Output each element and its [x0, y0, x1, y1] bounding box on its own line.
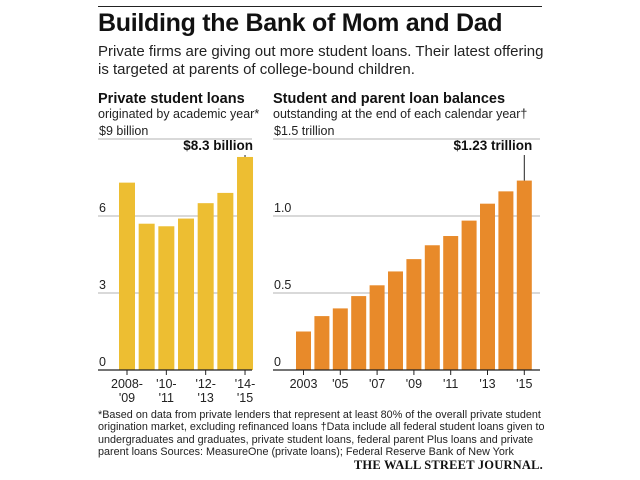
left-bar-'14-'15 [237, 157, 253, 370]
right-bar-2004 [314, 316, 329, 370]
right-y-tick-label: 1.0 [274, 201, 292, 215]
left-bar-2008-'09 [119, 183, 135, 370]
left-chart-title: Private student loans [98, 91, 245, 107]
right-bar-2013 [480, 204, 495, 370]
left-x-tick-label: '10- [156, 377, 177, 391]
right-y-tick-label: $1.5 trillion [274, 124, 335, 138]
right-x-tick-label: '15 [516, 377, 533, 391]
right-chart-subtitle: outstanding at the end of each calendar year† [273, 107, 528, 121]
footnote-line: *Based on data from private lenders that represent at least 80% of the overall private student [98, 409, 541, 421]
right-chart-title: Student and parent loan balances [273, 91, 506, 107]
left-x-tick-label-line2: '11 [158, 391, 175, 405]
right-bar-2011 [443, 236, 458, 370]
right-x-tick-label: '11 [443, 377, 459, 391]
subheadline: Private firms are giving out more student loans. Their latest offering is targeted at parents of college-bound children. [98, 43, 544, 78]
right-x-tick-label: '09 [405, 377, 423, 391]
right-y-tick-label: 0 [274, 355, 281, 369]
footnote-line: undergraduates and graduates, private student loans, federal parent Plus loans and private [98, 433, 534, 446]
footnote-line: origination market, excluding refinanced loans †Data include all federal student loans given to [98, 421, 545, 434]
left-chart-subtitle: originated by academic year* [98, 107, 260, 121]
headline: Building the Bank of Mom and Dad [98, 9, 503, 37]
left-y-tick-label: 3 [99, 278, 106, 292]
left-x-tick-label: '14- [234, 377, 256, 391]
left-y-tick-label: 0 [99, 355, 106, 369]
left-x-tick-label: 2008- [111, 377, 143, 391]
right-x-tick-label: '07 [368, 377, 386, 391]
right-x-tick-label: 2003 [289, 377, 318, 391]
left-x-tick-label-line2: '15 [236, 391, 254, 405]
left-x-tick-label: '12- [195, 377, 216, 391]
wsj-credit: THE WALL STREET JOURNAL. [353, 458, 543, 472]
right-bar-2007 [370, 285, 385, 370]
left-annotation-label: $8.3 billion [183, 138, 254, 153]
right-bar-2015 [517, 181, 532, 370]
footnote [98, 409, 548, 459]
right-bar-2009 [406, 259, 421, 370]
right-annotation-label: $1.23 trillion [453, 138, 533, 153]
left-x-tick-label-line2: '09 [118, 391, 136, 405]
footnote-line: parent loans Sources: MeasureOne (private loans); Federal Reserve Bank of New York [98, 446, 514, 459]
left-bar-'11-'12 [178, 219, 194, 370]
right-bar-2003 [296, 332, 311, 371]
right-x-tick-label: '13 [479, 377, 496, 391]
left-bar-'10-'11 [158, 226, 174, 370]
right-x-tick-label: '05 [332, 377, 349, 391]
right-bar-2012 [462, 221, 477, 370]
right-bar-2005 [333, 308, 348, 370]
right-bar-2010 [425, 245, 440, 370]
right-bar-2006 [351, 296, 366, 370]
left-y-tick-label: 6 [99, 201, 106, 215]
left-bar-'12-'13 [198, 203, 214, 370]
right-bar-2014 [498, 191, 513, 370]
left-bar-'13-'14 [217, 193, 233, 370]
right-bar-2008 [388, 271, 403, 370]
left-y-tick-label: $9 billion [99, 124, 149, 138]
left-bar-'09-'10 [139, 224, 155, 370]
left-x-tick-label-line2: '13 [197, 391, 214, 405]
right-y-tick-label: 0.5 [274, 278, 292, 292]
